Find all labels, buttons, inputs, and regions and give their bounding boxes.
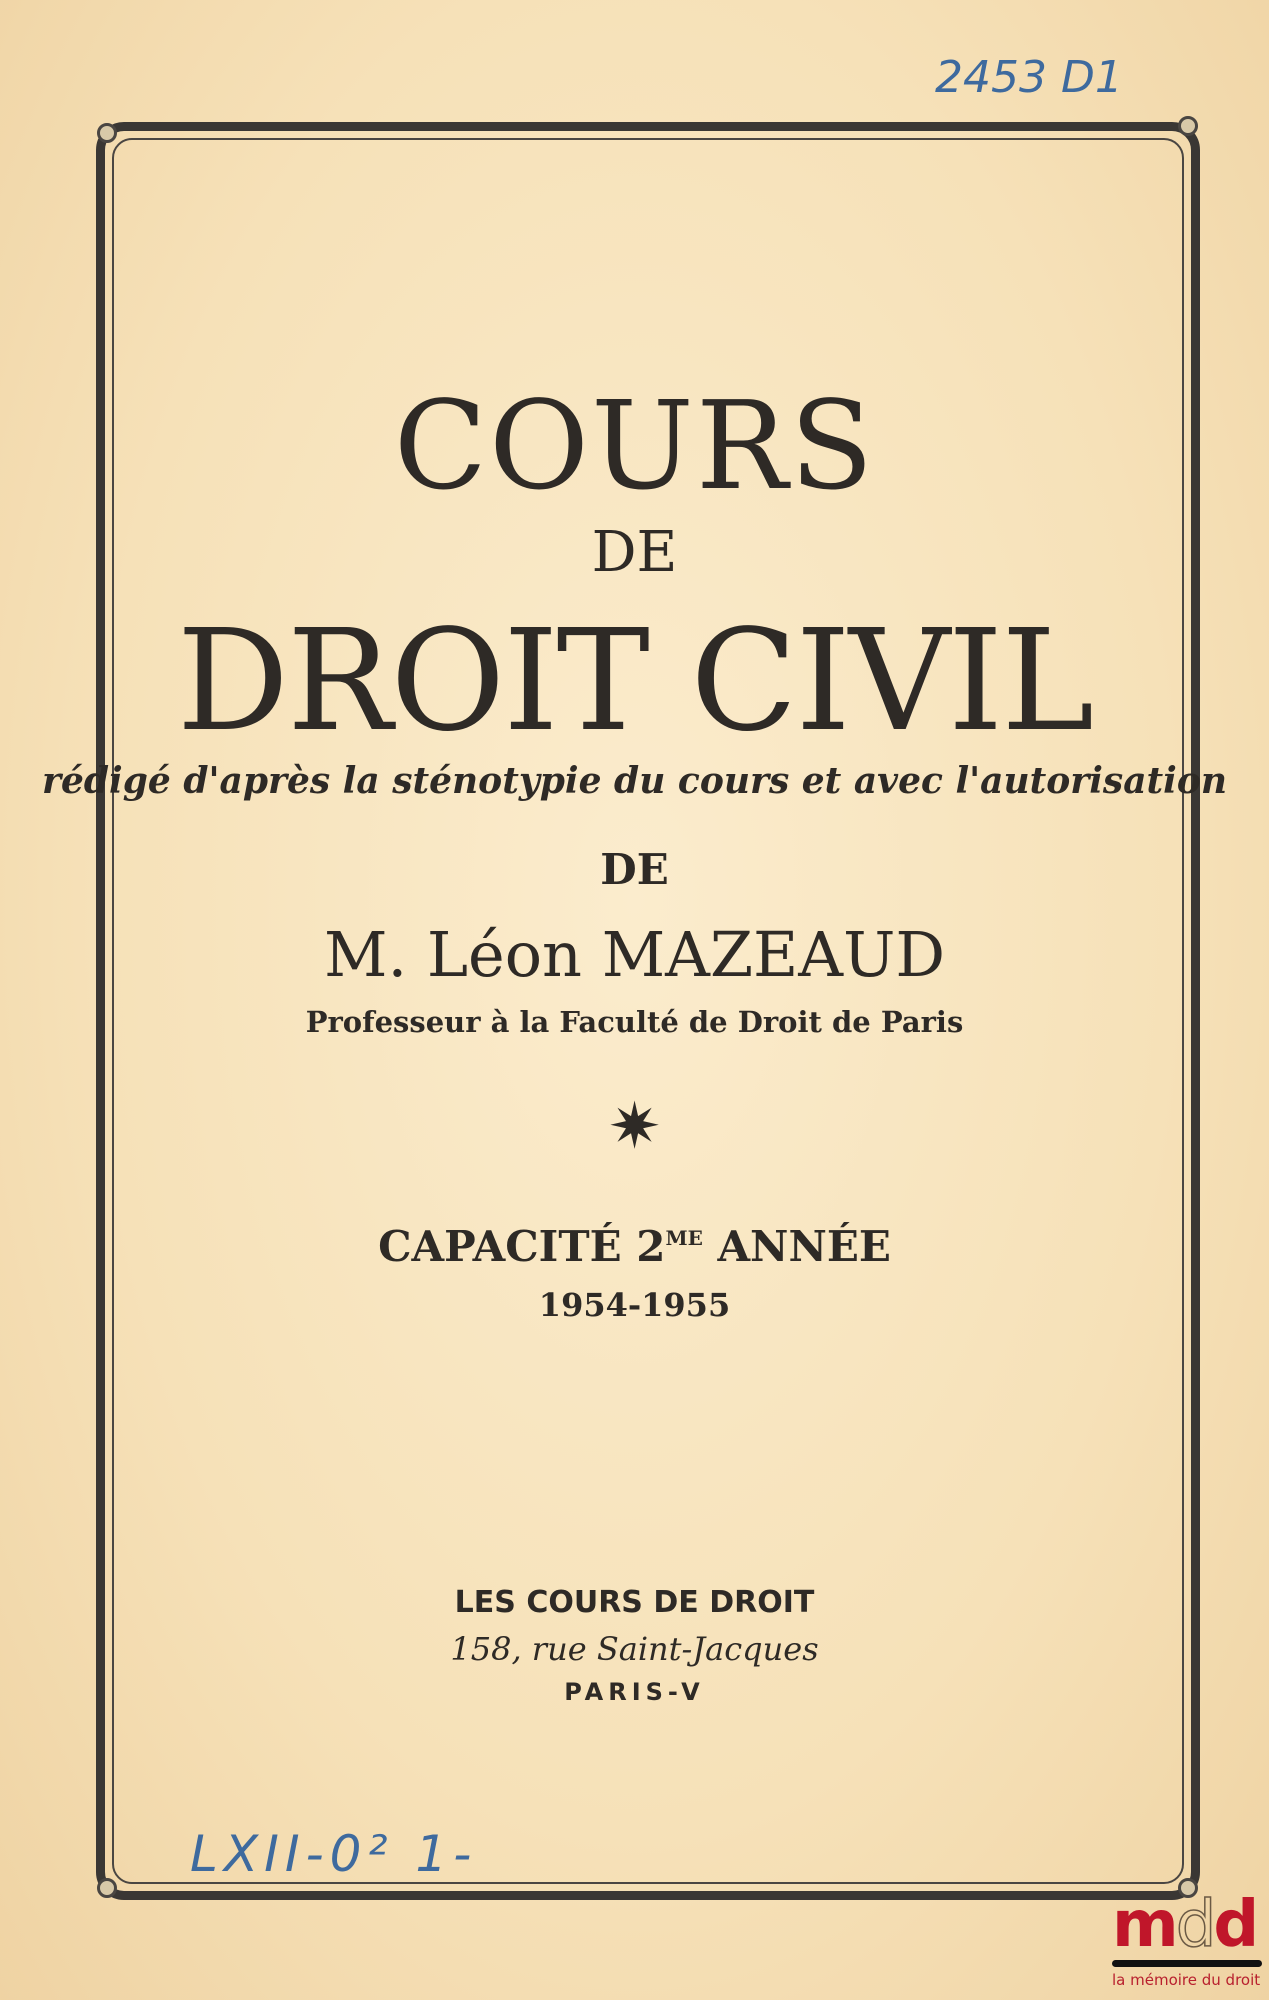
publisher-address: 158, rue Saint-Jacques (450, 1630, 819, 1668)
handwritten-shelfmark: 2453 D1 (935, 52, 1123, 103)
level (0, 1222, 1269, 1271)
publisher-name: LES COURS DE DROIT (454, 1585, 815, 1620)
star-ornament-icon: ✷ (607, 1090, 662, 1164)
level-sup: ME (665, 1226, 703, 1250)
corner-ornament (97, 1878, 117, 1898)
author-role: Professeur à la Faculté de Droit de Paris (305, 1005, 964, 1039)
title-line-3: DROIT CIVIL (176, 600, 1093, 763)
corner-ornament (97, 123, 117, 143)
level-prefix: CAPACITÉ 2 (378, 1222, 666, 1271)
corner-ornament (1178, 116, 1198, 136)
title-line-2: DE (591, 520, 678, 585)
logo-mark: mdd (1112, 1888, 1257, 1962)
subtitle: rédigé d'après la sténotypie du cours et avec l'autorisation (41, 760, 1228, 802)
academic-year: 1954-1955 (538, 1286, 731, 1324)
publisher-city: PARIS-V (564, 1678, 705, 1706)
level-suffix: ANNÉE (702, 1222, 891, 1271)
title-line-1: COURS (393, 375, 876, 517)
mdd-logo (1112, 1888, 1267, 1989)
author-name: M. Léon MAZEAUD (323, 918, 946, 991)
de-label: DE (600, 845, 669, 894)
handwritten-call-number: LXII-0² 1- (190, 1825, 478, 1883)
logo-tagline: la mémoire du droit (1112, 1971, 1261, 1989)
